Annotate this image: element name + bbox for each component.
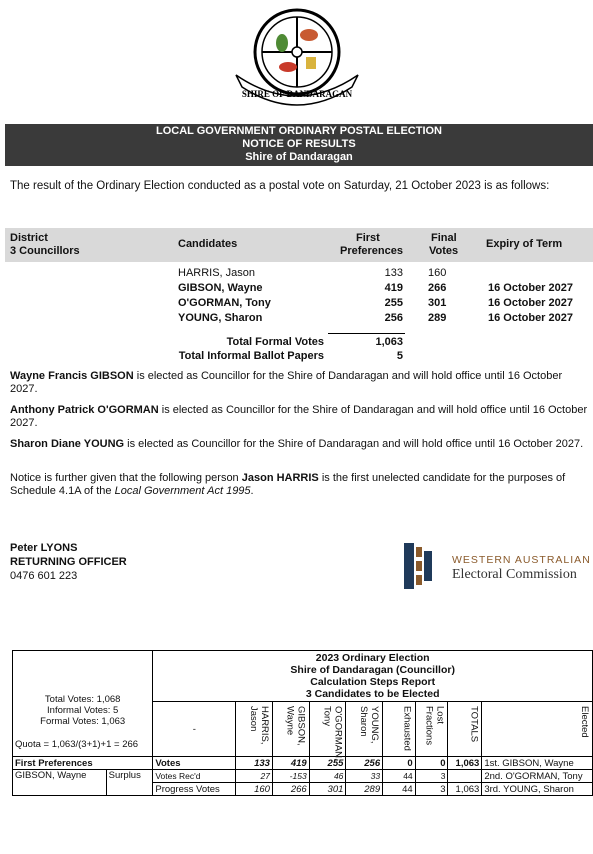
commission-logo-icon (402, 541, 434, 591)
col-header: Elected (482, 702, 593, 757)
unelected-name: Jason HARRIS (241, 472, 319, 484)
candidate-first-pref: 256 (384, 312, 403, 324)
elected-name: Anthony Patrick O'GORMAN (10, 404, 159, 416)
table-cell: 1,063 (448, 757, 482, 770)
totals-rule (328, 333, 405, 334)
results-table-header (5, 228, 593, 262)
surplus-row (13, 770, 593, 783)
calculation-steps-table (12, 650, 593, 796)
table-cell: 1st. GIBSON, Wayne (482, 757, 593, 770)
expiry-header: Expiry of Term (486, 238, 563, 250)
candidate-expiry: 16 October 2027 (488, 297, 573, 309)
row-label: First Preferences (13, 757, 153, 770)
candidate-name: GIBSON, Wayne (178, 282, 263, 294)
candidate-expiry: 16 October 2027 (488, 282, 573, 294)
calc-title-line: Calculation Steps Report (310, 676, 436, 688)
unelected-notice (10, 472, 590, 498)
row-type: Surplus (106, 770, 153, 796)
candidate-name: O'GORMAN, Tony (178, 297, 271, 309)
total-informal-label: Total Informal Ballot Papers (178, 350, 324, 362)
header-line3: Shire of Dandaragan (245, 151, 353, 163)
table-cell: 3rd. YOUNG, Sharon (482, 783, 593, 796)
candidate-first-pref: 419 (384, 282, 403, 294)
col-header: O'GORMAN, Tony (309, 702, 346, 757)
table-cell: 256 (346, 757, 383, 770)
calc-title-line: Shire of Dandaragan (Councillor) (290, 664, 455, 676)
table-cell: 160 (236, 783, 273, 796)
col-header: HARRIS, Jason (236, 702, 273, 757)
calc-summary (13, 651, 153, 757)
table-cell: 46 (309, 770, 346, 783)
row-sublabel: Votes Rec'd (153, 770, 236, 783)
officer-title: RETURNING OFFICER (10, 556, 127, 568)
row-sublabel: Votes (153, 757, 236, 770)
elected-text: is elected as Councillor for the Shire of Dandaragan and will hold office until 16 October 2027. (10, 404, 588, 429)
candidate-final-votes: 266 (428, 282, 447, 294)
table-cell: 289 (346, 783, 383, 796)
first-preferences-row (13, 757, 593, 770)
table-cell: 301 (309, 783, 346, 796)
district-label: District (10, 232, 48, 244)
table-cell: 2nd. O'GORMAN, Tony (482, 770, 593, 783)
row-label: GIBSON, Wayne (13, 770, 107, 796)
table-cell: 0 (415, 757, 448, 770)
candidate-final-votes: 289 (428, 312, 447, 324)
formal-votes: Formal Votes: 1,063 (40, 716, 126, 727)
table-cell: 3 (415, 783, 448, 796)
signature-block (10, 541, 127, 583)
candidate-first-pref: 133 (384, 267, 403, 279)
seal-ring-text: SHIRE OF DANDARAGAN (241, 89, 353, 99)
col-header: Exhausted (383, 702, 416, 757)
elected-name: Sharon Diane YOUNG (10, 438, 125, 450)
candidate-final-votes: 301 (428, 297, 447, 309)
table-cell: 419 (272, 757, 309, 770)
councillors-label: 3 Councillors (10, 245, 80, 257)
intro-text: The result of the Ordinary Election conducted as a postal vote on Saturday, 21 October 2023 is as follows: (10, 180, 550, 192)
col-header: YOUNG, Sharon (346, 702, 383, 757)
elected-text: is elected as Councillor for the Shire of Dandaragan and will hold office until 16 October 2027. (10, 370, 563, 395)
row-sublabel: Progress Votes (153, 783, 236, 796)
candidate-name: HARRIS, Jason (178, 267, 256, 279)
header-line1: LOCAL GOVERNMENT ORDINARY POSTAL ELECTION (155, 125, 443, 137)
shire-seal (222, 5, 372, 113)
table-cell: 266 (272, 783, 309, 796)
col-header: TOTALS (448, 702, 482, 757)
elected-name: Wayne Francis GIBSON (10, 370, 134, 382)
table-cell: 0 (383, 757, 416, 770)
act-name: Local Government Act 1995 (114, 485, 251, 497)
candidate-first-pref: 255 (384, 297, 403, 309)
notice-text: is the first unelected candidate for the purposes of Schedule 4.1A of the (10, 472, 566, 497)
table-cell: 255 (309, 757, 346, 770)
table-cell: 33 (346, 770, 383, 783)
commission-line2: Electoral Commission (452, 567, 577, 582)
commission-line1: WESTERN AUSTRALIAN (452, 554, 591, 566)
quota: Quota = 1,063/(3+1)+1 = 266 (15, 739, 139, 750)
col-header: Lost Fractions (415, 702, 448, 757)
notice-header (5, 124, 593, 166)
first-header-2: Preferences (340, 245, 403, 257)
calc-title-line: 3 Candidates to be Elected (305, 688, 440, 700)
total-votes: Total Votes: 1,068 (44, 694, 121, 705)
candidates-header: Candidates (178, 238, 238, 250)
total-formal-value: 1,063 (375, 336, 403, 348)
calc-title (153, 651, 593, 702)
dash-cell: - (153, 702, 236, 757)
first-header-1: First (356, 232, 380, 244)
candidate-name: YOUNG, Sharon (178, 312, 263, 324)
elected-text: is elected as Councillor for the Shire of Dandaragan and will hold office until 16 October 2027. (124, 438, 584, 450)
table-cell: 3 (415, 770, 448, 783)
officer-name: Peter LYONS (10, 542, 78, 554)
calc-title-line: 2023 Ordinary Election (315, 652, 430, 664)
officer-phone: 0476 601 223 (10, 570, 78, 582)
elected-paragraph (10, 438, 590, 451)
total-informal-value: 5 (396, 350, 403, 362)
final-header-2: Votes (429, 245, 459, 257)
total-formal-label: Total Formal Votes (226, 336, 324, 348)
table-cell: -153 (272, 770, 309, 783)
table-cell: 44 (383, 783, 416, 796)
table-cell: 133 (236, 757, 273, 770)
final-header-1: Final (431, 232, 457, 244)
candidate-final-votes: 160 (428, 267, 447, 279)
table-cell: 44 (383, 770, 416, 783)
informal-votes: Informal Votes: 5 (47, 705, 119, 716)
candidate-expiry: 16 October 2027 (488, 312, 573, 324)
notice-text: . (250, 485, 254, 497)
header-line2: NOTICE OF RESULTS (242, 138, 356, 150)
table-cell (448, 770, 482, 783)
elected-paragraph (10, 370, 590, 396)
table-cell: 27 (236, 770, 273, 783)
elected-paragraph (10, 404, 590, 430)
notice-text: Notice is further given that the following person (10, 472, 242, 484)
table-cell: 1,063 (448, 783, 482, 796)
col-header: GIBSON, Wayne (272, 702, 309, 757)
